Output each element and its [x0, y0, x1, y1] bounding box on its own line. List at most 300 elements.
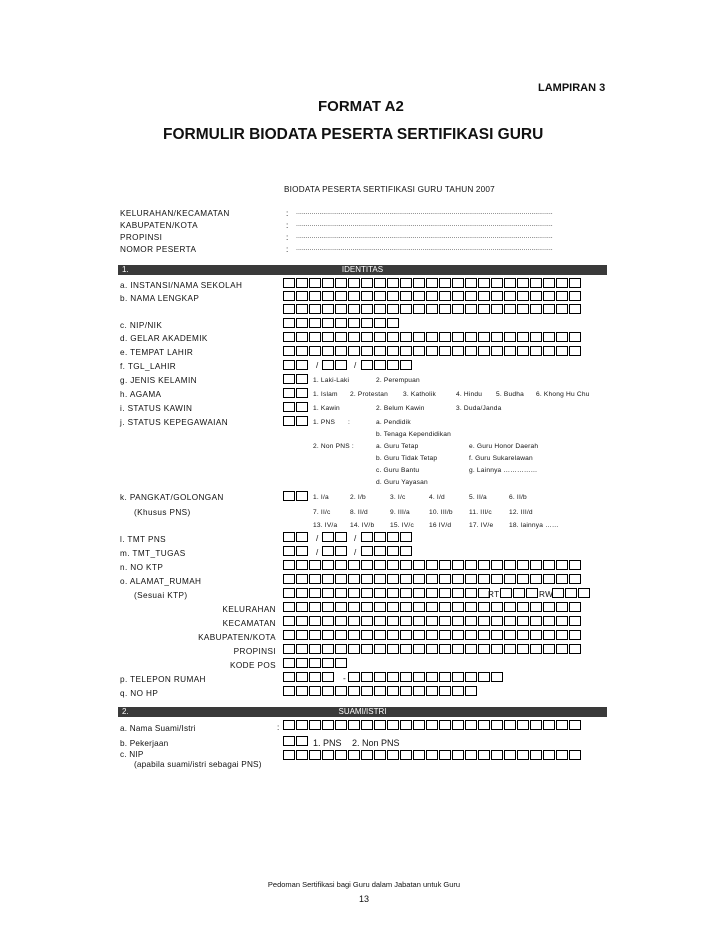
char-box[interactable] [439, 588, 451, 598]
char-box[interactable] [413, 720, 425, 730]
char-box[interactable] [426, 644, 438, 654]
char-box[interactable] [335, 532, 347, 542]
box-input-row[interactable] [283, 278, 582, 288]
char-box[interactable] [465, 278, 477, 288]
option-laki-laki[interactable]: 1. Laki-Laki [313, 377, 350, 384]
option-pns[interactable]: 1. PNS [313, 419, 336, 426]
char-box[interactable] [387, 318, 399, 328]
option-golongan[interactable]: 13. IV/a [313, 522, 338, 529]
char-box[interactable] [374, 278, 386, 288]
option-golongan[interactable]: 11. III/c [469, 509, 492, 516]
option-budha[interactable]: 5. Budha [496, 391, 524, 398]
char-box[interactable] [374, 574, 386, 584]
char-box[interactable] [335, 574, 347, 584]
char-box[interactable] [426, 588, 438, 598]
char-box[interactable] [478, 672, 490, 682]
char-box[interactable] [578, 588, 590, 598]
option-pendidik[interactable]: a. Pendidik [376, 419, 411, 426]
box-input-row[interactable] [283, 291, 582, 301]
char-box[interactable] [530, 278, 542, 288]
char-box[interactable] [491, 560, 503, 570]
char-box[interactable] [283, 346, 295, 356]
char-box[interactable] [374, 546, 386, 556]
option-golongan[interactable]: 9. III/a [390, 509, 410, 516]
char-box[interactable] [478, 332, 490, 342]
char-box[interactable] [426, 278, 438, 288]
char-box[interactable] [283, 360, 295, 370]
char-box[interactable] [283, 491, 295, 501]
option-guru-honor-daerah[interactable]: e. Guru Honor Daerah [469, 443, 539, 450]
char-box[interactable] [426, 686, 438, 696]
char-box[interactable] [374, 672, 386, 682]
char-box[interactable] [517, 630, 529, 640]
char-box[interactable] [296, 686, 308, 696]
option-golongan[interactable]: 8. II/d [350, 509, 368, 516]
box-input-row[interactable] [283, 644, 582, 654]
char-box[interactable] [335, 360, 347, 370]
box-input-row[interactable] [283, 402, 309, 412]
char-box[interactable] [543, 291, 555, 301]
char-box[interactable] [387, 346, 399, 356]
char-box[interactable] [283, 532, 295, 542]
char-box[interactable] [361, 750, 373, 760]
char-box[interactable] [400, 672, 412, 682]
char-box[interactable] [283, 602, 295, 612]
char-box[interactable] [296, 546, 308, 556]
char-box[interactable] [413, 346, 425, 356]
option-golongan[interactable]: 17. IV/e [469, 522, 494, 529]
char-box[interactable] [517, 332, 529, 342]
char-box[interactable] [452, 602, 464, 612]
char-box[interactable] [504, 602, 516, 612]
char-box[interactable] [413, 574, 425, 584]
char-box[interactable] [374, 588, 386, 598]
char-box[interactable] [478, 720, 490, 730]
char-box[interactable] [452, 291, 464, 301]
char-box[interactable] [413, 278, 425, 288]
char-box[interactable] [465, 720, 477, 730]
char-box[interactable] [465, 332, 477, 342]
char-box[interactable] [517, 602, 529, 612]
char-box[interactable] [348, 318, 360, 328]
char-box[interactable] [348, 720, 360, 730]
char-box[interactable] [556, 304, 568, 314]
option-spouse-pns[interactable]: 1. PNS [313, 738, 342, 748]
option-guru-tetap[interactable]: a. Guru Tetap [376, 443, 419, 450]
char-box[interactable] [296, 644, 308, 654]
char-box[interactable] [322, 546, 334, 556]
char-box[interactable] [556, 278, 568, 288]
option-golongan[interactable]: 14. IV/b [350, 522, 375, 529]
char-box[interactable] [283, 560, 295, 570]
char-box[interactable] [374, 346, 386, 356]
char-box[interactable] [504, 278, 516, 288]
char-box[interactable] [491, 278, 503, 288]
char-box[interactable] [296, 736, 308, 746]
char-box[interactable] [517, 346, 529, 356]
char-box[interactable] [426, 720, 438, 730]
char-box[interactable] [400, 278, 412, 288]
option-katholik[interactable]: 3. Katholik [403, 391, 436, 398]
char-box[interactable] [335, 318, 347, 328]
char-box[interactable] [374, 644, 386, 654]
char-box[interactable] [374, 332, 386, 342]
char-box[interactable] [530, 644, 542, 654]
char-box[interactable] [283, 318, 295, 328]
char-box[interactable] [361, 532, 373, 542]
char-box[interactable] [569, 616, 581, 626]
option-guru-yayasan[interactable]: d. Guru Yayasan [376, 479, 428, 486]
char-box[interactable] [322, 686, 334, 696]
char-box[interactable] [400, 304, 412, 314]
char-box[interactable] [439, 602, 451, 612]
char-box[interactable] [517, 304, 529, 314]
char-box[interactable] [465, 574, 477, 584]
char-box[interactable] [530, 750, 542, 760]
char-box[interactable] [569, 278, 581, 288]
char-box[interactable] [465, 750, 477, 760]
option-non-pns[interactable]: 2. Non PNS : [313, 443, 354, 450]
option-golongan[interactable]: 6. II/b [509, 494, 527, 501]
char-box[interactable] [556, 630, 568, 640]
char-box[interactable] [478, 630, 490, 640]
char-box[interactable] [426, 616, 438, 626]
char-box[interactable] [283, 720, 295, 730]
char-box[interactable] [530, 720, 542, 730]
char-box[interactable] [530, 574, 542, 584]
char-box[interactable] [400, 332, 412, 342]
char-box[interactable] [348, 644, 360, 654]
char-box[interactable] [439, 291, 451, 301]
char-box[interactable] [569, 291, 581, 301]
option-golongan[interactable]: 3. I/c [390, 494, 406, 501]
char-box[interactable] [478, 560, 490, 570]
char-box[interactable] [322, 630, 334, 640]
char-box[interactable] [283, 588, 295, 598]
char-box[interactable] [361, 318, 373, 328]
char-box[interactable] [452, 686, 464, 696]
char-box[interactable] [361, 346, 373, 356]
char-box[interactable] [361, 672, 373, 682]
option-golongan[interactable]: 7. II/c [313, 509, 331, 516]
char-box[interactable] [491, 602, 503, 612]
char-box[interactable] [322, 560, 334, 570]
char-box[interactable] [491, 304, 503, 314]
char-box[interactable] [387, 644, 399, 654]
char-box[interactable] [465, 630, 477, 640]
char-box[interactable] [387, 574, 399, 584]
char-box[interactable] [387, 720, 399, 730]
char-box[interactable] [400, 720, 412, 730]
box-input-row[interactable] [283, 574, 582, 584]
box-input-row[interactable] [283, 588, 491, 598]
char-box[interactable] [530, 560, 542, 570]
char-box[interactable] [309, 588, 321, 598]
char-box[interactable] [335, 630, 347, 640]
char-box[interactable] [491, 750, 503, 760]
char-box[interactable] [543, 644, 555, 654]
char-box[interactable] [296, 304, 308, 314]
char-box[interactable] [322, 574, 334, 584]
char-box[interactable] [400, 532, 412, 542]
char-box[interactable] [552, 588, 564, 598]
char-box[interactable] [439, 672, 451, 682]
char-box[interactable] [387, 602, 399, 612]
char-box[interactable] [530, 602, 542, 612]
char-box[interactable] [283, 388, 295, 398]
char-box[interactable] [322, 532, 334, 542]
char-box[interactable] [426, 750, 438, 760]
char-box[interactable] [491, 644, 503, 654]
char-box[interactable] [465, 686, 477, 696]
char-box[interactable] [504, 616, 516, 626]
char-box[interactable] [309, 278, 321, 288]
char-box[interactable] [452, 574, 464, 584]
char-box[interactable] [504, 560, 516, 570]
option-perempuan[interactable]: 2. Perempuan [376, 377, 420, 384]
char-box[interactable] [283, 644, 295, 654]
char-box[interactable] [491, 574, 503, 584]
char-box[interactable] [413, 588, 425, 598]
char-box[interactable] [348, 560, 360, 570]
char-box[interactable] [296, 588, 308, 598]
char-box[interactable] [296, 388, 308, 398]
char-box[interactable] [387, 532, 399, 542]
box-input-row[interactable] [283, 720, 582, 730]
char-box[interactable] [309, 644, 321, 654]
char-box[interactable] [465, 602, 477, 612]
char-box[interactable] [452, 672, 464, 682]
option-golongan[interactable]: 10. III/b [429, 509, 453, 516]
char-box[interactable] [296, 630, 308, 640]
box-input-row[interactable] [283, 546, 309, 556]
box-input-row[interactable] [348, 672, 504, 682]
char-box[interactable] [361, 546, 373, 556]
char-box[interactable] [374, 360, 386, 370]
char-box[interactable] [296, 574, 308, 584]
box-input-row[interactable] [361, 546, 413, 556]
char-box[interactable] [387, 291, 399, 301]
char-box[interactable] [296, 750, 308, 760]
char-box[interactable] [517, 574, 529, 584]
char-box[interactable] [322, 720, 334, 730]
char-box[interactable] [569, 630, 581, 640]
char-box[interactable] [283, 304, 295, 314]
box-input-row[interactable] [322, 532, 348, 542]
char-box[interactable] [413, 630, 425, 640]
char-box[interactable] [413, 560, 425, 570]
char-box[interactable] [543, 720, 555, 730]
char-box[interactable] [348, 588, 360, 598]
char-box[interactable] [374, 560, 386, 570]
char-box[interactable] [517, 291, 529, 301]
char-box[interactable] [439, 560, 451, 570]
char-box[interactable] [283, 374, 295, 384]
char-box[interactable] [465, 304, 477, 314]
char-box[interactable] [283, 416, 295, 426]
char-box[interactable] [348, 346, 360, 356]
char-box[interactable] [426, 291, 438, 301]
char-box[interactable] [478, 602, 490, 612]
char-box[interactable] [348, 574, 360, 584]
char-box[interactable] [335, 658, 347, 668]
char-box[interactable] [335, 720, 347, 730]
char-box[interactable] [400, 588, 412, 598]
char-box[interactable] [309, 304, 321, 314]
char-box[interactable] [517, 720, 529, 730]
option-golongan[interactable]: 12. III/d [509, 509, 533, 516]
option-spouse-non-pns[interactable]: 2. Non PNS [352, 738, 400, 748]
char-box[interactable] [283, 332, 295, 342]
char-box[interactable] [426, 602, 438, 612]
char-box[interactable] [361, 720, 373, 730]
char-box[interactable] [565, 588, 577, 598]
option-guru-sukarelawan[interactable]: f. Guru Sukarelawan [469, 455, 533, 462]
char-box[interactable] [309, 574, 321, 584]
char-box[interactable] [387, 560, 399, 570]
char-box[interactable] [374, 602, 386, 612]
char-box[interactable] [452, 720, 464, 730]
char-box[interactable] [309, 318, 321, 328]
kabupaten-kota-field[interactable]: .................................................................................................................................... [296, 221, 553, 228]
char-box[interactable] [543, 602, 555, 612]
char-box[interactable] [361, 332, 373, 342]
box-input-row[interactable] [552, 588, 591, 598]
char-box[interactable] [491, 616, 503, 626]
char-box[interactable] [335, 602, 347, 612]
char-box[interactable] [478, 304, 490, 314]
kelurahan-kecamatan-field[interactable]: .................................................................................................................................... [296, 209, 553, 216]
char-box[interactable] [478, 346, 490, 356]
char-box[interactable] [465, 672, 477, 682]
char-box[interactable] [504, 332, 516, 342]
option-golongan[interactable]: 18. lainnya …… [509, 522, 559, 529]
char-box[interactable] [556, 720, 568, 730]
char-box[interactable] [504, 750, 516, 760]
char-box[interactable] [504, 304, 516, 314]
char-box[interactable] [335, 560, 347, 570]
box-input-row[interactable] [283, 532, 309, 542]
char-box[interactable] [296, 491, 308, 501]
char-box[interactable] [517, 560, 529, 570]
char-box[interactable] [387, 672, 399, 682]
char-box[interactable] [478, 278, 490, 288]
char-box[interactable] [335, 644, 347, 654]
char-box[interactable] [452, 630, 464, 640]
char-box[interactable] [439, 346, 451, 356]
char-box[interactable] [348, 630, 360, 640]
char-box[interactable] [439, 304, 451, 314]
char-box[interactable] [543, 750, 555, 760]
char-box[interactable] [374, 318, 386, 328]
char-box[interactable] [491, 332, 503, 342]
char-box[interactable] [387, 278, 399, 288]
char-box[interactable] [361, 278, 373, 288]
char-box[interactable] [374, 291, 386, 301]
char-box[interactable] [296, 720, 308, 730]
char-box[interactable] [426, 346, 438, 356]
box-input-row[interactable] [322, 360, 348, 370]
char-box[interactable] [452, 644, 464, 654]
char-box[interactable] [335, 278, 347, 288]
char-box[interactable] [283, 402, 295, 412]
char-box[interactable] [348, 278, 360, 288]
char-box[interactable] [556, 616, 568, 626]
char-box[interactable] [478, 291, 490, 301]
char-box[interactable] [296, 602, 308, 612]
char-box[interactable] [439, 644, 451, 654]
char-box[interactable] [335, 291, 347, 301]
box-input-row[interactable] [283, 672, 335, 682]
char-box[interactable] [569, 750, 581, 760]
char-box[interactable] [296, 278, 308, 288]
box-input-row[interactable] [283, 658, 348, 668]
char-box[interactable] [322, 291, 334, 301]
box-input-row[interactable] [283, 304, 582, 314]
char-box[interactable] [309, 602, 321, 612]
char-box[interactable] [569, 560, 581, 570]
char-box[interactable] [452, 750, 464, 760]
char-box[interactable] [543, 346, 555, 356]
char-box[interactable] [309, 291, 321, 301]
char-box[interactable] [322, 602, 334, 612]
char-box[interactable] [413, 644, 425, 654]
char-box[interactable] [296, 560, 308, 570]
box-input-row[interactable] [283, 416, 309, 426]
option-hindu[interactable]: 4. Hindu [456, 391, 483, 398]
char-box[interactable] [400, 686, 412, 696]
option-golongan[interactable]: 16 IV/d [429, 522, 452, 529]
char-box[interactable] [322, 304, 334, 314]
box-input-row[interactable] [500, 588, 539, 598]
char-box[interactable] [569, 720, 581, 730]
box-input-row[interactable] [283, 602, 582, 612]
char-box[interactable] [374, 750, 386, 760]
char-box[interactable] [283, 278, 295, 288]
char-box[interactable] [517, 750, 529, 760]
char-box[interactable] [348, 332, 360, 342]
char-box[interactable] [530, 304, 542, 314]
char-box[interactable] [439, 750, 451, 760]
char-box[interactable] [400, 574, 412, 584]
nomor-peserta-field[interactable]: .................................................................................................................................... [296, 245, 553, 252]
char-box[interactable] [556, 750, 568, 760]
char-box[interactable] [491, 346, 503, 356]
char-box[interactable] [309, 672, 321, 682]
char-box[interactable] [296, 658, 308, 668]
char-box[interactable] [361, 602, 373, 612]
char-box[interactable] [439, 278, 451, 288]
box-input-row[interactable] [283, 616, 582, 626]
char-box[interactable] [361, 560, 373, 570]
char-box[interactable] [400, 291, 412, 301]
char-box[interactable] [283, 686, 295, 696]
char-box[interactable] [387, 304, 399, 314]
char-box[interactable] [400, 560, 412, 570]
char-box[interactable] [296, 346, 308, 356]
char-box[interactable] [309, 750, 321, 760]
char-box[interactable] [322, 278, 334, 288]
char-box[interactable] [465, 588, 477, 598]
char-box[interactable] [296, 416, 308, 426]
option-guru-bantu[interactable]: c. Guru Bantu [376, 467, 420, 474]
char-box[interactable] [569, 602, 581, 612]
char-box[interactable] [348, 616, 360, 626]
char-box[interactable] [504, 574, 516, 584]
char-box[interactable] [569, 574, 581, 584]
char-box[interactable] [478, 616, 490, 626]
char-box[interactable] [400, 546, 412, 556]
